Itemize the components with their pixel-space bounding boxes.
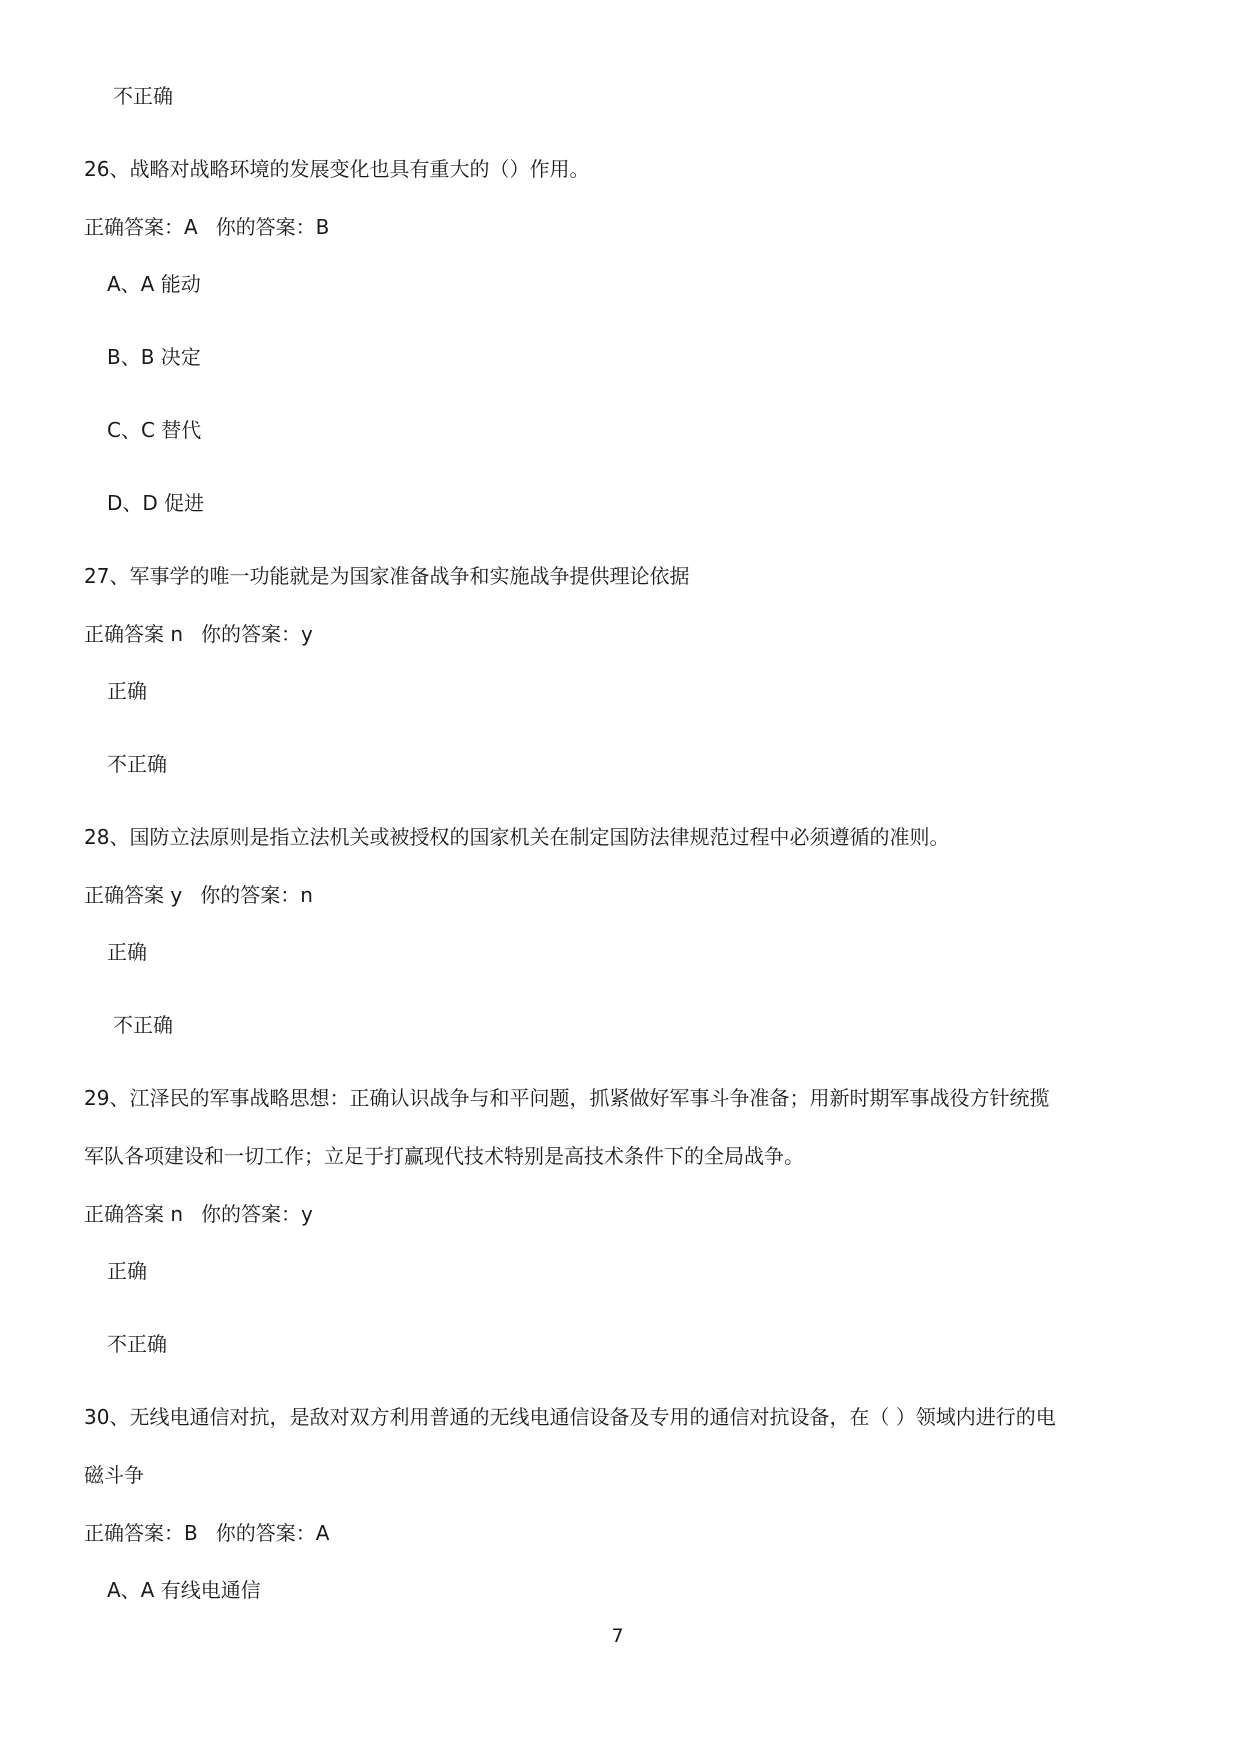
- question-29-text-line1: 29、江泽民的军事战略思想：正确认识战争与和平问题，抓紧做好军事斗争准备；用新时期军事战役方针统揽: [84, 1086, 1050, 1110]
- option-incorrect: 不正确: [107, 752, 167, 776]
- question-28-text: 28、国防立法原则是指立法机关或被授权的国家机关在制定国防法律规范过程中必须遵循的准则。: [84, 825, 950, 849]
- correct-answer: 正确答案：A: [84, 215, 198, 239]
- option-text: 不正确: [113, 84, 173, 108]
- option-correct: 正确: [107, 940, 147, 964]
- option-b: B、B 决定: [107, 345, 201, 369]
- question-29-text-line2: 军队各项建设和一切工作；立足于打赢现代技术特别是高技术条件下的全局战争。: [84, 1144, 804, 1168]
- correct-answer: 正确答案：B: [84, 1521, 198, 1545]
- question-30-text-line1: 30、无线电通信对抗，是敌对双方利用普通的无线电通信设备及专用的通信对抗设备，在（ ）领域内进行的电: [84, 1405, 1056, 1429]
- question-30-answers: [84, 1519, 329, 1547]
- your-answer: 你的答案：y: [201, 622, 313, 646]
- option-a: A、A 有线电通信: [107, 1578, 261, 1602]
- correct-answer: 正确答案 n: [84, 622, 184, 646]
- correct-answer: 正确答案 n: [84, 1202, 184, 1226]
- option-c: C、C 替代: [107, 418, 202, 442]
- page-number: 7: [611, 1625, 624, 1647]
- question-26-text: 26、战略对战略环境的发展变化也具有重大的（）作用。: [84, 157, 590, 181]
- correct-answer: 正确答案 y: [84, 883, 183, 907]
- question-28-answers: [84, 881, 313, 909]
- question-26-answers: [84, 213, 329, 241]
- question-27-text: 27、军事学的唯一功能就是为国家准备战争和实施战争提供理论依据: [84, 564, 690, 588]
- question-29-answers: [84, 1200, 313, 1228]
- option-correct: 正确: [107, 1259, 147, 1283]
- option-d: D、D 促进: [107, 491, 205, 515]
- option-incorrect: 不正确: [107, 1332, 167, 1356]
- option-incorrect: 不正确: [113, 1013, 173, 1037]
- your-answer: 你的答案：B: [215, 215, 330, 239]
- option-a: A、A 能动: [107, 272, 201, 296]
- your-answer: 你的答案：n: [200, 883, 313, 907]
- option-correct: 正确: [107, 679, 147, 703]
- your-answer: 你的答案：y: [201, 1202, 313, 1226]
- your-answer: 你的答案：A: [215, 1521, 330, 1545]
- question-27-answers: [84, 620, 313, 648]
- question-30-text-line2: 磁斗争: [84, 1463, 144, 1487]
